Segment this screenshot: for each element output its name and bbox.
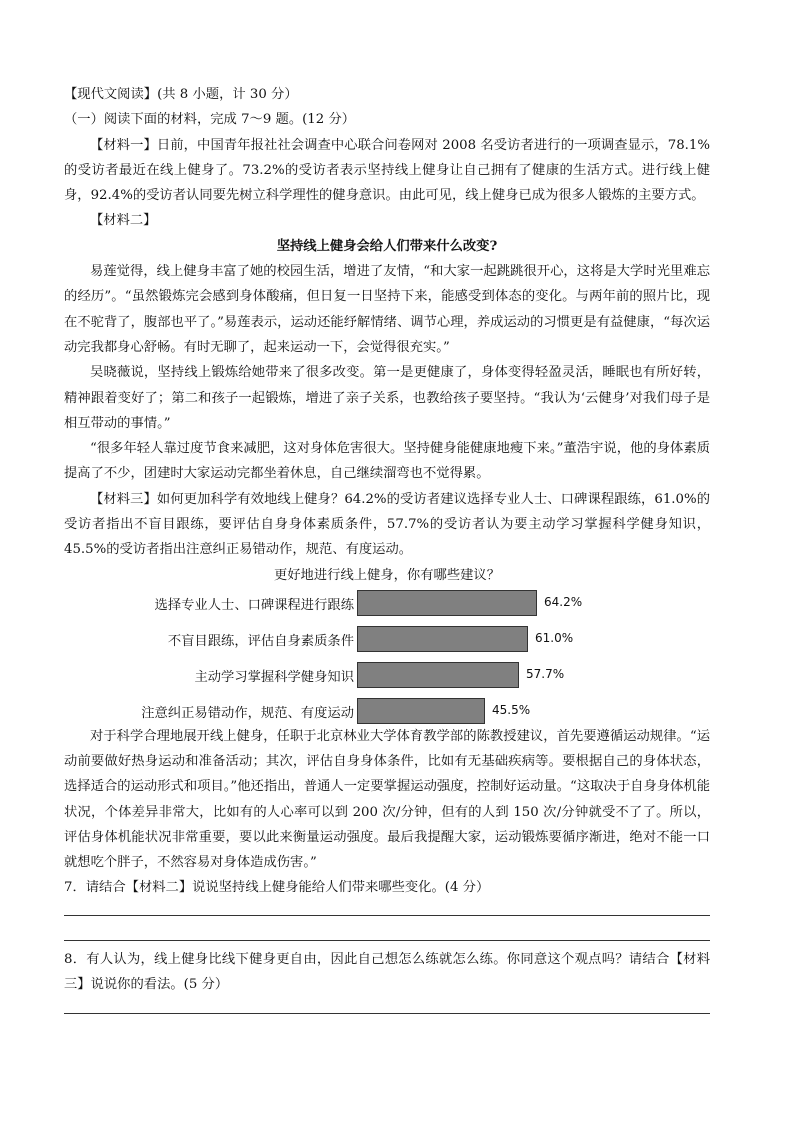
material-two-label: 【材料二】 xyxy=(90,213,157,229)
value-label: 57.7% xyxy=(526,666,565,681)
bar xyxy=(357,626,528,652)
category-label: 注意纠正易错动作，规范、有度运动 xyxy=(141,705,354,721)
chart-title: 更好地进行线上健身，你有哪些建议？ xyxy=(273,567,501,583)
chart-row xyxy=(64,590,710,616)
material-two-paragraph: 易莲觉得，线上健身丰富了她的校园生活，增进了友情，“和大家一起跳跳很开心，这将是大学时光里难忘的经历”。“虽然锻炼完会感到身体酸痛，但日复一日坚持下来，能感受到体态的变化。与两年前的照片比，现在不驼背了，腹部也平了。”易莲表示，运动还能纾解情绪、调节心理，养成运动的习惯更是有益健康，“每次运动完我都身心舒畅。有时无聊了，起来运动一下，会觉得很充实。” xyxy=(64,264,710,355)
value-label: 61.0% xyxy=(535,630,574,645)
chart-row xyxy=(64,698,710,724)
answer-line[interactable] xyxy=(64,1013,710,1014)
bar xyxy=(357,698,485,724)
exam-page xyxy=(64,82,710,1014)
value-label: 45.5% xyxy=(492,702,531,717)
bar xyxy=(357,662,519,688)
material-two-title: 坚持线上健身会给人们带来什么改变? xyxy=(276,238,498,254)
material-one: 【材料一】日前，中国青年报社社会调查中心联合问卷网对 2008 名受访者进行的一项调查显示，78.1%的受访者最近在线上健身了。73.2%的受访者表示坚持线上健身让自己拥有了健康的生活方式。进行线上健身，92.4%的受访者认同要先树立科学理性的健身意识。由此可见，线上健身已成为很多人锻炼的主要方式。 xyxy=(64,137,710,204)
category-label: 主动学习掌握科学健身知识 xyxy=(194,669,354,685)
bar-chart xyxy=(64,588,710,724)
category-label: 选择专业人士、口碑课程进行跟练 xyxy=(154,597,354,613)
material-three-paragraph: 对于科学合理地展开线上健身，任职于北京林业大学体育教学部的陈教授建议，首先要遵循运动规律。“运动前要做好热身运动和准备活动；其次，评估自身身体条件，比如有无基础疾病等。要根据自己的身体状态，选择适合的运动形式和项目。”他还指出，普通人一定要掌握运动强度，控制好运动量。“这取决于自身身体机能状况，个体差异非常大，比如有的人心率可以到 200 次/分钟，但有的人到 150 次/分钟就受不了了。所以，评估身体机能状况非常重要，要以此来衡量运动强度。最后我提醒大家，运动锻炼要循序渐进，绝对不能一口就想吃个胖子，不然容易对身体造成伤害。” xyxy=(64,728,710,871)
material-two-paragraph: “很多年轻人靠过度节食来减肥，这对身体危害很大。坚持健身能健康地瘦下来。”董浩宇说，他的身体素质提高了不少，团建时大家运动完都坐着休息，自己继续溜弯也不觉得累。 xyxy=(64,441,710,482)
category-label: 不盲目跟练，评估自身素质条件 xyxy=(167,633,354,649)
part-title: （一）阅读下面的材料，完成 7～9 题。(12 分） xyxy=(64,112,356,128)
chart-row xyxy=(64,662,710,688)
material-two-paragraph: 吴晓薇说，坚持线上锻炼给她带来了很多改变。第一是更健康了，身体变得轻盈灵活，睡眠也有所好转，精神跟着变好了；第二和孩子一起锻炼，增进了亲子关系，也教给孩子要坚持。“我认为‘云健身’对我们母子是相互带动的事情。” xyxy=(64,365,710,431)
chart-row xyxy=(64,626,710,652)
question-7: 7．请结合【材料二】说说坚持线上健身能给人们带来哪些变化。(4 分） xyxy=(64,880,490,896)
question-8: 8．有人认为，线上健身比线下健身更自由，因此自己想怎么练就怎么练。你同意这个观点吗？请结合【材料三】说说你的看法。(5 分） xyxy=(64,951,710,993)
value-label: 64.2% xyxy=(544,594,583,609)
material-three: 【材料三】如何更加科学有效地线上健身？64.2%的受访者建议选择专业人士、口碑课程跟练，61.0%的受访者指出不盲目跟练，要评估自身身体素质条件，57.7%的受访者认为要主动学习掌握科学健身知识，45.5%的受访者指出注意纠正易错动作，规范、有度运动。 xyxy=(64,491,710,558)
bar xyxy=(357,590,537,616)
section-title: 【现代文阅读】(共 8 小题，计 30 分） xyxy=(64,87,298,102)
